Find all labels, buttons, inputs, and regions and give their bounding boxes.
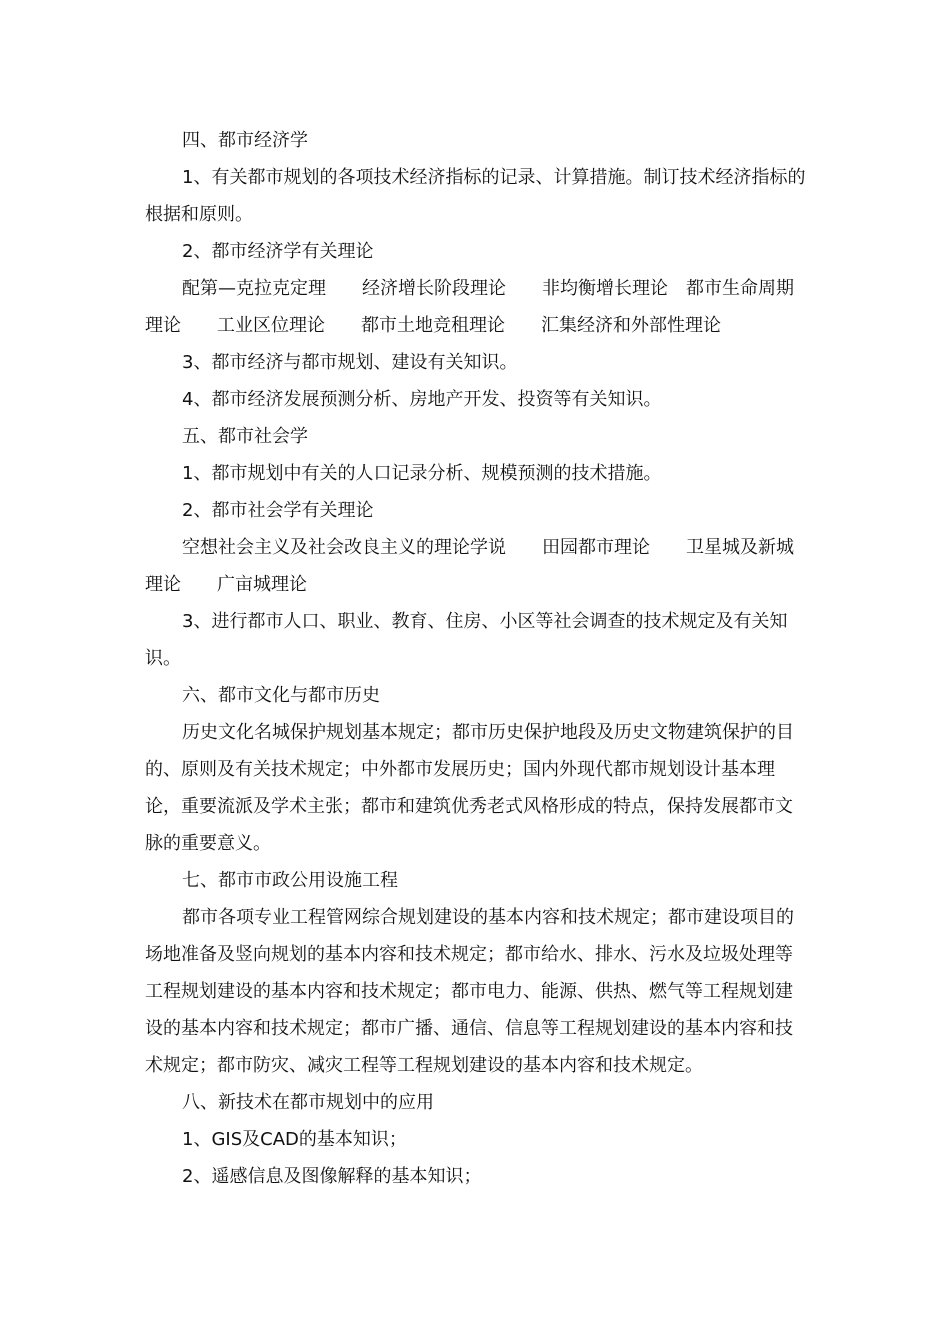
paragraph: 3、都市经济与都市规划、建设有关知识。: [182, 352, 518, 373]
paragraph: 1、都市规划中有关的人口记录分析、规模预测的技术措施。: [182, 463, 662, 484]
paragraph: 3、进行都市人口、职业、教育、住房、小区等社会调查的技术规定及有关知识。: [145, 611, 788, 669]
paragraph: 1、GIS及CAD的基本知识；: [182, 1129, 407, 1150]
paragraph: 2、都市经济学有关理论: [182, 241, 374, 262]
section-heading: 六、都市文化与都市历史: [182, 685, 380, 706]
section-heading: 四、都市经济学: [182, 130, 308, 151]
paragraph: 历史文化名城保护规划基本规定；都市历史保护地段及历史文物建筑保护的目的、原则及有关技术规定；中外都市发展历史；国内外现代都市规划设计基本理论，重要流派及学术主张；都市和建筑优秀老式风格形成的特点，保持发展都市文脉的重要意义。: [145, 722, 794, 854]
section-heading: 五、都市社会学: [182, 426, 308, 447]
section-heading: 七、都市市政公用设施工程: [182, 870, 398, 891]
paragraph: 1、有关都市规划的各项技术经济指标的记录、计算措施。制订技术经济指标的根据和原则。: [145, 167, 806, 225]
section-heading: 八、新技术在都市规划中的应用: [182, 1092, 434, 1113]
paragraph: 2、都市社会学有关理论: [182, 500, 374, 521]
paragraph: 空想社会主义及社会改良主义的理论学说 田园都市理论 卫星城及新城理论 广亩城理论: [145, 537, 794, 595]
paragraph: 2、遥感信息及图像解释的基本知识；: [182, 1166, 482, 1187]
paragraph: 配第—克拉克定理 经济增长阶段理论 非均衡增长理论 都市生命周期理论 工业区位理论 都市土地竞租理论 汇集经济和外部性理论: [145, 278, 794, 336]
paragraph: 4、都市经济发展预测分析、房地产开发、投资等有关知识。: [182, 389, 662, 410]
document-body: [145, 122, 810, 1195]
paragraph: 都市各项专业工程管网综合规划建设的基本内容和技术规定；都市建设项目的场地准备及竖向规划的基本内容和技术规定；都市给水、排水、污水及垃圾处理等工程规划建设的基本内容和技术规定；都市电力、能源、供热、燃气等工程规划建设的基本内容和技术规定；都市广播、通信、信息等工程规划建设的基本内容和技术规定；都市防灾、减灾工程等工程规划建设的基本内容和技术规定。: [145, 907, 794, 1076]
